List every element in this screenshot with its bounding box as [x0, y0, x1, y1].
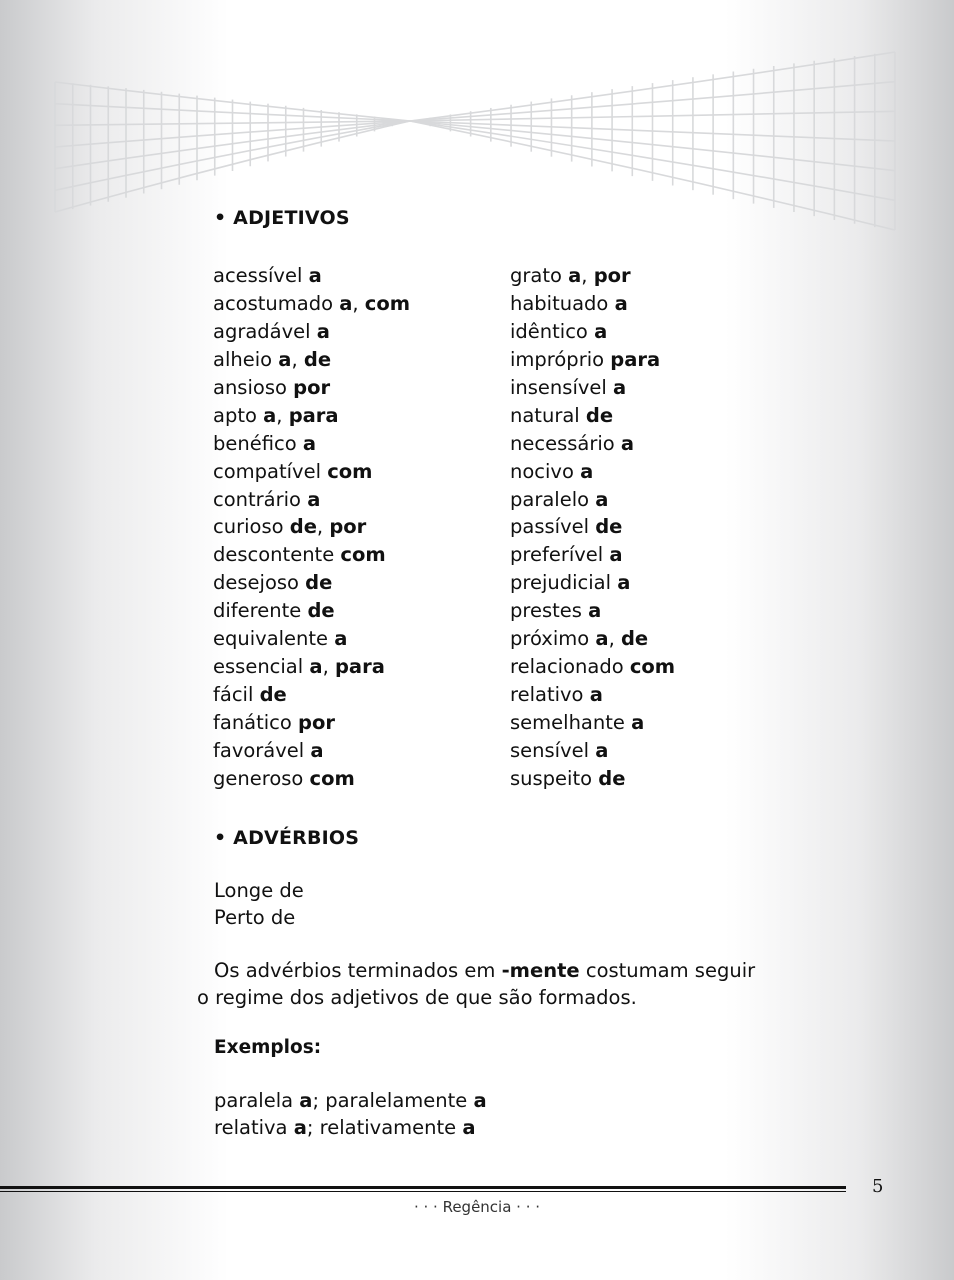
- adjective-entry: [510, 569, 675, 597]
- adverb-item: Perto de: [214, 906, 296, 929]
- note-text-1: Os advérbios terminados em: [214, 959, 502, 982]
- preposition: a: [617, 571, 631, 595]
- adjective-entry: [213, 374, 410, 402]
- preposition: para: [334, 655, 385, 679]
- term-text: contrário: [213, 487, 308, 511]
- term-text: sensível: [510, 738, 596, 762]
- adjective-entry: [213, 541, 410, 569]
- term-text: relacionado: [510, 655, 630, 679]
- adjectives-right-column: [510, 262, 675, 793]
- term-text: paralela: [214, 1089, 300, 1112]
- term-text: agradável: [213, 319, 317, 343]
- adjectives-left-column: [213, 262, 410, 793]
- preposition: a: [620, 431, 635, 455]
- term-text: prestes: [510, 599, 589, 623]
- note-suffix: -mente: [501, 959, 580, 982]
- term-text: acostumado: [213, 291, 340, 315]
- term-text: fanático: [213, 711, 299, 734]
- adjective-entry: [510, 653, 675, 681]
- adjective-entry: [213, 290, 410, 318]
- term-text: benéfico: [213, 431, 303, 455]
- preposition: de: [595, 515, 623, 539]
- preposition: com: [309, 766, 355, 790]
- preposition: a: [595, 627, 609, 651]
- term-text: prejudicial: [510, 571, 618, 595]
- example-line: [214, 1114, 487, 1141]
- term-text: passível: [510, 515, 596, 539]
- preposition: a: [293, 1116, 307, 1139]
- preposition: a: [595, 487, 609, 511]
- preposition: a: [310, 738, 324, 762]
- page-number: 5: [872, 1176, 884, 1197]
- preposition: a: [580, 459, 594, 483]
- preposition: com: [364, 291, 411, 315]
- adjective-entry: [510, 681, 675, 709]
- adjective-entry: [213, 486, 410, 514]
- preposition: a: [299, 1089, 313, 1112]
- term-text: acessível: [213, 264, 309, 287]
- term-text: próximo: [510, 627, 596, 651]
- adjective-entry: [213, 262, 410, 290]
- adjective-entry: [510, 486, 675, 514]
- term-text: essencial: [213, 655, 310, 679]
- term-text: nocivo: [510, 459, 581, 483]
- preposition: de: [307, 599, 335, 623]
- term-text: compatível: [213, 459, 328, 483]
- term-text: fácil: [213, 683, 260, 707]
- term-text: ,: [352, 291, 365, 315]
- term-text: suspeito: [510, 766, 599, 790]
- adjective-entry: [510, 318, 675, 346]
- adjective-entry: [213, 346, 410, 374]
- adjective-entry: [510, 430, 675, 458]
- preposition: de: [598, 766, 626, 790]
- adjective-entry: [213, 737, 410, 765]
- preposition: para: [288, 403, 339, 427]
- preposition: a: [462, 1116, 476, 1139]
- term-text: relativa: [214, 1116, 294, 1139]
- term-text: ,: [316, 515, 330, 539]
- term-text: idêntico: [510, 319, 595, 343]
- preposition: para: [610, 347, 661, 371]
- preposition: com: [340, 543, 386, 567]
- footer-rule-thin: [0, 1191, 846, 1192]
- term-text: descontente: [213, 543, 341, 567]
- term-text: paralelo: [510, 487, 596, 511]
- adjective-entry: [213, 709, 410, 737]
- adjective-entry: [213, 653, 410, 681]
- preposition: a: [609, 543, 623, 567]
- term-text: ,: [608, 627, 621, 651]
- adjective-entry: [510, 597, 675, 625]
- term-text: grato: [510, 264, 569, 287]
- adjective-entry: [213, 681, 410, 709]
- term-text: generoso: [213, 766, 310, 790]
- section-heading-adverbios: • ADVÉRBIOS: [214, 827, 360, 849]
- term-text: semelhante: [510, 711, 632, 734]
- preposition: a: [473, 1089, 487, 1112]
- preposition: a: [309, 655, 323, 679]
- preposition: a: [334, 627, 348, 651]
- adjective-entry: [510, 737, 675, 765]
- adjective-entry: [510, 541, 675, 569]
- adjective-entry: [510, 346, 675, 374]
- term-text: ; paralelamente: [312, 1089, 474, 1112]
- adverb-item: Longe de: [214, 879, 304, 902]
- adjective-entry: [213, 569, 410, 597]
- preposition: por: [329, 515, 367, 539]
- adjective-entry: [510, 262, 675, 290]
- term-text: apto: [213, 403, 264, 427]
- term-text: favorável: [213, 738, 311, 762]
- preposition: a: [595, 738, 609, 762]
- term-text: necessário: [510, 431, 621, 455]
- term-text: relativo: [510, 683, 590, 707]
- adjective-entry: [213, 513, 410, 541]
- adjective-entry: [213, 458, 410, 486]
- preposition: a: [302, 431, 317, 455]
- term-text: curioso: [213, 515, 290, 539]
- preposition: por: [293, 375, 331, 399]
- term-text: ansioso: [213, 375, 294, 399]
- preposition: a: [263, 403, 277, 427]
- adjective-entry: [510, 765, 675, 793]
- note-text-2: costumam seguir: [579, 959, 756, 982]
- preposition: com: [629, 655, 676, 679]
- adjective-entry: [213, 430, 410, 458]
- examples-list: [214, 1087, 487, 1141]
- preposition: de: [289, 515, 317, 539]
- preposition: por: [298, 711, 336, 734]
- preposition: a: [614, 291, 628, 315]
- adjective-entry: [213, 625, 410, 653]
- preposition: a: [594, 319, 608, 343]
- preposition: a: [316, 319, 330, 343]
- preposition: a: [589, 683, 603, 707]
- adjective-entry: [213, 597, 410, 625]
- preposition: de: [259, 683, 287, 707]
- preposition: com: [327, 459, 373, 483]
- preposition: de: [620, 627, 649, 651]
- adverb-list: [214, 877, 304, 931]
- preposition: de: [585, 403, 614, 427]
- preposition: a: [339, 291, 353, 315]
- term-text: preferível: [510, 543, 610, 567]
- adjective-entry: [510, 290, 675, 318]
- adjective-entry: [213, 765, 410, 793]
- term-text: diferente: [213, 599, 308, 623]
- preposition: a: [613, 375, 627, 399]
- preposition: de: [305, 571, 333, 595]
- section-heading-adjetivos: • ADJETIVOS: [214, 207, 350, 229]
- adverb-note-paragraph: [197, 957, 797, 1011]
- preposition: a: [308, 264, 322, 287]
- term-text: ,: [276, 403, 289, 427]
- term-text: alheio: [213, 347, 279, 371]
- note-text-line2: o regime dos adjetivos de que são formados.: [197, 986, 637, 1009]
- term-text: impróprio: [510, 347, 611, 371]
- term-text: ,: [291, 347, 304, 371]
- adjective-entry: [510, 709, 675, 737]
- term-text: ,: [322, 655, 335, 679]
- term-text: insensível: [510, 375, 614, 399]
- adjective-entry: [510, 402, 675, 430]
- term-text: ; relativamente: [306, 1116, 463, 1139]
- adjective-entry: [213, 402, 410, 430]
- preposition: a: [568, 264, 582, 287]
- examples-label: Exemplos:: [214, 1037, 322, 1058]
- adjective-entry: [510, 374, 675, 402]
- preposition: por: [593, 264, 631, 287]
- adjective-entry: [510, 625, 675, 653]
- adjective-entry: [213, 318, 410, 346]
- preposition: a: [278, 347, 292, 371]
- footer-rule-thick: [0, 1186, 846, 1189]
- term-text: natural: [510, 403, 586, 427]
- term-text: ,: [581, 264, 594, 287]
- preposition: a: [307, 487, 321, 511]
- adjective-entry: [510, 513, 675, 541]
- preposition: de: [303, 347, 332, 371]
- preposition: a: [588, 599, 602, 623]
- term-text: habituado: [510, 291, 615, 315]
- preposition: a: [631, 711, 645, 734]
- running-footer: · · · Regência · · ·: [413, 1198, 541, 1216]
- adjective-entry: [510, 458, 675, 486]
- term-text: equivalente: [213, 627, 335, 651]
- term-text: desejoso: [213, 571, 306, 595]
- example-line: [214, 1087, 487, 1114]
